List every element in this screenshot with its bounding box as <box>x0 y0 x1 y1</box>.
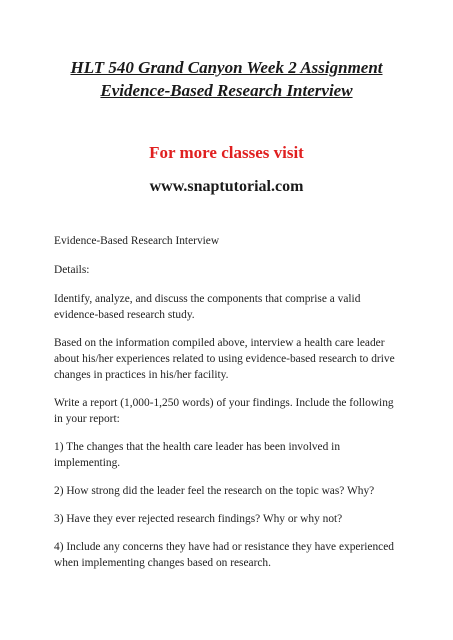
document-title-line-2: Evidence-Based Research Interview <box>100 81 353 100</box>
website-link[interactable]: www.snaptutorial.com <box>149 178 304 195</box>
promo-text: For more classes visit <box>149 143 304 162</box>
paragraph-details-label: Details: <box>54 264 90 276</box>
document-title-line-1: HLT 540 Grand Canyon Week 2 Assignment <box>70 58 383 77</box>
document-body <box>54 233 404 583</box>
paragraph-heading: Evidence-Based Research Interview <box>54 235 220 247</box>
list-item-3: 3) Have they ever rejected research findings? Why or why not? <box>54 513 343 525</box>
list-item-4: 4) Include any concerns they have had or resistance they have experienced when implementing changes based on research. <box>54 541 394 569</box>
list-item-2: 2) How strong did the leader feel the research on the topic was? Why? <box>54 485 375 497</box>
paragraph-identify: Identify, analyze, and discuss the components that comprise a valid evidence-based research study. <box>54 293 361 321</box>
list-item-1: 1) The changes that the health care leader has been involved in implementing. <box>54 441 341 469</box>
paragraph-report: Write a report (1,000-1,250 words) of your findings. Include the following in your report: <box>54 397 394 425</box>
paragraph-interview: Based on the information compiled above, interview a health care leader about his/her experiences related to using evidence-based research to drive changes in practices in his/her facility. <box>54 337 395 381</box>
